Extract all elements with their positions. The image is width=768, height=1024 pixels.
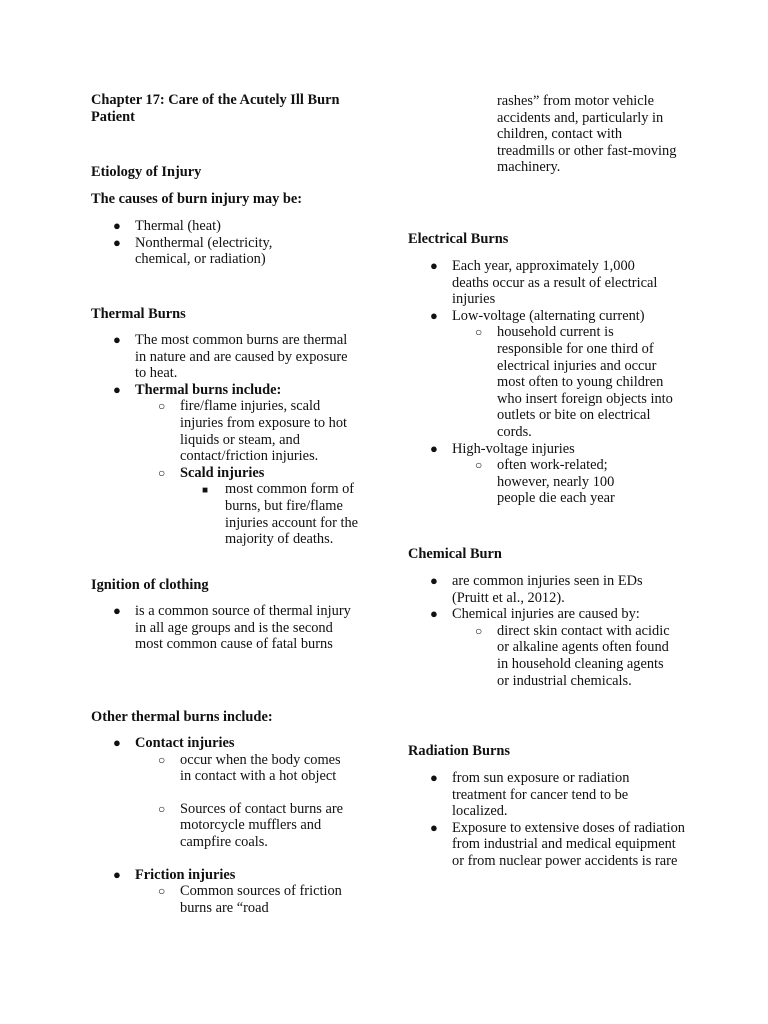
- bullet-disc-icon: ●: [113, 603, 121, 618]
- bullet-circle-icon: ○: [158, 399, 166, 414]
- chemical-burn-heading: Chemical Burn: [408, 546, 502, 562]
- bullet-disc-icon: ●: [430, 258, 438, 273]
- bullet-circle-icon: ○: [158, 465, 166, 480]
- bullet-square-icon: ■: [202, 485, 209, 497]
- bullet-disc-icon: ●: [113, 332, 121, 347]
- list-item: ○ Sources of contact burns are motorcycle mufflers and campfire coals.: [158, 800, 344, 850]
- chapter-title: Chapter 17: Care of the Acutely Ill Burn Patient: [91, 92, 340, 125]
- bullet-disc-icon: ●: [430, 573, 438, 588]
- bullet-circle-icon: ○: [475, 325, 483, 340]
- list-item: ● Exposure to extensive doses of radiation from industrial and medical equipment or from nuclear power accidents is rare: [430, 819, 685, 869]
- etiology-heading: Etiology of Injury: [91, 164, 202, 180]
- list-item: ○ often work-related; however, nearly 100 people die each year: [475, 457, 615, 507]
- bullet-disc-icon: ●: [113, 381, 121, 397]
- thermal-burns-heading: Thermal Burns: [91, 306, 186, 322]
- list-item: ● Friction injuries: [113, 866, 236, 883]
- bullet-disc-icon: ●: [113, 218, 121, 233]
- list-item: ● Contact injuries: [113, 735, 235, 751]
- list-item: ● Thermal (heat): [113, 218, 221, 234]
- list-item: ○ household current is responsible for one third of electrical injuries and occur most often to young children who insert foreign objects into outlets or bite on electrical cords.: [475, 324, 673, 440]
- other-thermal-list: [91, 735, 381, 916]
- list-item: ● from sun exposure or radiation treatment for cancer tend to be localized.: [430, 770, 630, 820]
- list-item: ● is a common source of thermal injury in all age groups and is the second most common cause of fatal burns: [113, 603, 351, 653]
- bullet-disc-icon: ●: [430, 307, 438, 323]
- bullet-circle-icon: ○: [158, 752, 166, 767]
- bullet-circle-icon: ○: [158, 801, 166, 816]
- list-item: ● Chemical injuries are caused by:: [430, 606, 640, 623]
- radiation-burns-heading: Radiation Burns: [408, 743, 510, 759]
- bullet-circle-icon: ○: [475, 458, 483, 473]
- list-item: ● The most common burns are thermal in nature and are caused by exposure to heat.: [113, 332, 348, 382]
- causes-heading: The causes of burn injury may be:: [91, 191, 303, 207]
- list-item: ○ fire/flame injuries, scald injuries from exposure to hot liquids or steam, and contact/friction injuries.: [158, 398, 348, 465]
- list-item: ○ Scald injuries: [158, 464, 265, 481]
- list-item: ● Low-voltage (alternating current): [430, 307, 645, 324]
- causes-list: [91, 218, 381, 268]
- bullet-circle-icon: ○: [475, 623, 483, 638]
- ignition-heading: Ignition of clothing: [91, 577, 209, 593]
- list-item: ● Nonthermal (electricity, chemical, or radiation): [113, 234, 273, 268]
- list-item: ● High-voltage injuries: [430, 440, 575, 457]
- radiation-list: [408, 770, 698, 870]
- list-item: ○ direct skin contact with acidic or alkaline agents often found in household cleaning agents or industrial chemicals.: [475, 622, 670, 689]
- list-item: ○ occur when the body comes in contact with a hot object: [158, 751, 341, 785]
- bullet-disc-icon: ●: [430, 819, 438, 835]
- list-item: ● are common injuries seen in EDs (Pruitt et al., 2012).: [430, 573, 643, 606]
- bullet-disc-icon: ●: [430, 770, 438, 785]
- list-item: ● Each year, approximately 1,000 deaths occur as a result of electrical injuries: [430, 258, 658, 308]
- bullet-circle-icon: ○: [158, 884, 166, 899]
- chemical-list: [408, 573, 698, 689]
- other-thermal-heading: Other thermal burns include:: [91, 709, 273, 725]
- bullet-disc-icon: ●: [430, 606, 438, 622]
- friction-continuation: rashes” from motor vehicle accidents and, particularly in children, contact with treadmills or other fast-moving machinery.: [497, 93, 677, 176]
- list-item: ○ Common sources of friction burns are “road: [158, 883, 342, 916]
- bullet-disc-icon: ●: [430, 440, 438, 456]
- list-item: ● Thermal burns include:: [113, 381, 282, 398]
- list-item: ■ most common form of burns, but fire/flame injuries account for the majority of deaths.: [202, 481, 359, 548]
- ignition-list: [91, 603, 381, 653]
- electrical-list: [408, 258, 698, 507]
- thermal-list: [91, 332, 381, 548]
- electrical-burns-heading: Electrical Burns: [408, 231, 509, 247]
- bullet-disc-icon: ●: [113, 735, 121, 750]
- bullet-disc-icon: ●: [113, 234, 121, 250]
- bullet-disc-icon: ●: [113, 866, 121, 882]
